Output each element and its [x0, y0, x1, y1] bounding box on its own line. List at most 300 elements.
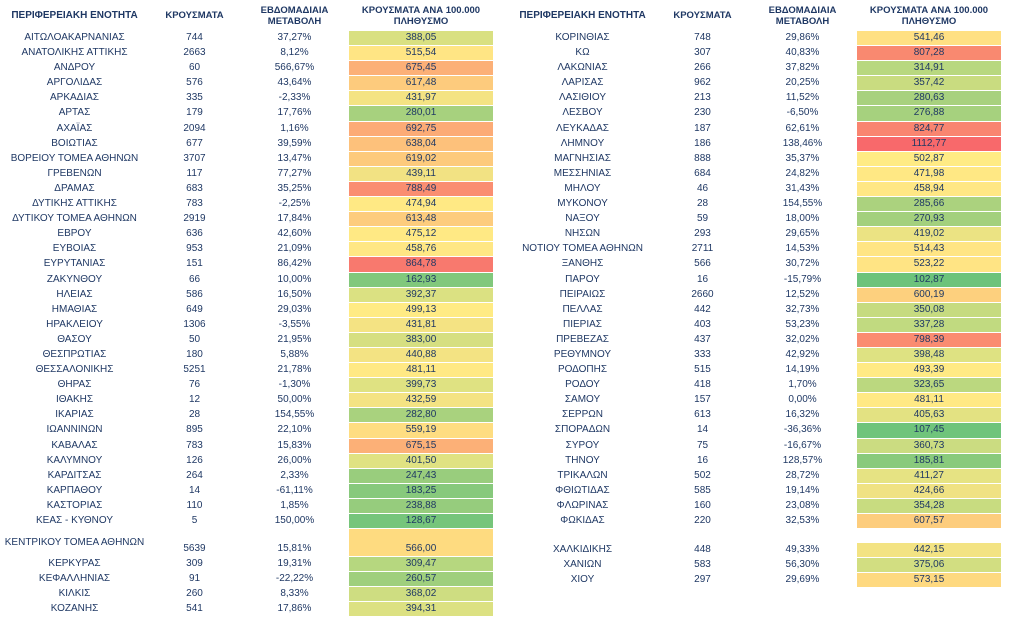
cell-cases: 2711	[657, 242, 749, 257]
cell-region-name: ΚΑΣΤΟΡΙΑΣ	[1, 498, 149, 513]
cell-weekly-change: 154,55%	[241, 408, 349, 423]
cell-weekly-change: 39,59%	[241, 136, 349, 151]
cell-weekly-change: 15,83%	[241, 438, 349, 453]
cell-weekly-change: -3,55%	[241, 317, 349, 332]
table-row	[509, 76, 1002, 91]
table-row	[509, 181, 1002, 196]
cell-region-name: ΘΕΣΣΑΛΟΝΙΚΗΣ	[1, 363, 149, 378]
cell-cases: 5	[149, 514, 241, 529]
cell-cases: 583	[657, 558, 749, 573]
cell-cases: 264	[149, 468, 241, 483]
cell-weekly-change: -22,22%	[241, 572, 349, 587]
cell-region-name: ΜΥΚΟΝΟΥ	[509, 197, 657, 212]
cell-region-name: ΚΑΛΥΜΝΟΥ	[1, 453, 149, 468]
cell-cases-per-100k: 337,28	[857, 317, 1002, 332]
cell-cases-per-100k: 502,87	[857, 151, 1002, 166]
cell-cases-per-100k: 162,93	[349, 272, 494, 287]
table-row	[509, 393, 1002, 408]
cell-weekly-change: 15,81%	[241, 529, 349, 557]
table-row	[1, 483, 494, 498]
cell-cases: 566	[657, 257, 749, 272]
cell-weekly-change: 29,03%	[241, 302, 349, 317]
cell-weekly-change: 42,92%	[749, 347, 857, 362]
cell-region-name: ΑΧΑΪΑΣ	[1, 121, 149, 136]
cell-weekly-change: 14,53%	[749, 242, 857, 257]
cell-region-name: ΠΑΡΟΥ	[509, 272, 657, 287]
table-row	[509, 378, 1002, 393]
cell-region-name: ΜΕΣΣΗΝΙΑΣ	[509, 166, 657, 181]
cell-cases-per-100k: 675,45	[349, 61, 494, 76]
cell-cases-per-100k: 398,48	[857, 347, 1002, 362]
cell-cases-per-100k: 675,15	[349, 438, 494, 453]
table-row	[1, 197, 494, 212]
cell-cases: 28	[657, 197, 749, 212]
cell-cases-per-100k: 619,02	[349, 151, 494, 166]
cell-cases-per-100k: 692,75	[349, 121, 494, 136]
cell-cases: 783	[149, 197, 241, 212]
cell-region-name: ΤΡΙΚΑΛΩΝ	[509, 468, 657, 483]
cell-cases-per-100k: 573,15	[857, 573, 1002, 588]
cell-region-name: ΜΑΓΝΗΣΙΑΣ	[509, 151, 657, 166]
table-row	[509, 106, 1002, 121]
cell-cases: 75	[657, 438, 749, 453]
cell-region-name: ΧΑΛΚΙΔΙΚΗΣ	[509, 543, 657, 558]
cell-cases: 187	[657, 121, 749, 136]
cell-cases: 333	[657, 347, 749, 362]
cell-cases-per-100k: 280,63	[857, 91, 1002, 106]
cell-weekly-change: 77,27%	[241, 166, 349, 181]
cell-region-name: ΑΡΚΑΔΙΑΣ	[1, 91, 149, 106]
cell-weekly-change: 16,50%	[241, 287, 349, 302]
cell-weekly-change: 30,72%	[749, 257, 857, 272]
cell-weekly-change: 17,76%	[241, 106, 349, 121]
cell-region-name: ΝΑΞΟΥ	[509, 212, 657, 227]
table-left	[0, 0, 494, 617]
cell-cases: 636	[149, 227, 241, 242]
cell-cases: 180	[149, 347, 241, 362]
cell-region-name: ΕΥΒΟΙΑΣ	[1, 242, 149, 257]
cell-cases-per-100k: 280,01	[349, 106, 494, 121]
cell-weekly-change: 23,08%	[749, 498, 857, 513]
table-row	[1, 317, 494, 332]
cell-cases-per-100k: 600,19	[857, 287, 1002, 302]
table-row	[1, 363, 494, 378]
table-row	[1, 587, 494, 602]
cell-cases-per-100k: 419,02	[857, 227, 1002, 242]
cell-weekly-change: 2,33%	[241, 468, 349, 483]
cell-cases-per-100k: 458,76	[349, 242, 494, 257]
cell-region-name: ΡΟΔΟΥ	[509, 378, 657, 393]
cell-cases: 5639	[149, 529, 241, 557]
cell-weekly-change: 86,42%	[241, 257, 349, 272]
cell-cases-per-100k: 350,08	[857, 302, 1002, 317]
cell-weekly-change: 32,53%	[749, 514, 857, 529]
cell-cases: 895	[149, 423, 241, 438]
cell-cases-per-100k: 515,54	[349, 46, 494, 61]
cell-cases-per-100k: 523,22	[857, 257, 1002, 272]
cell-region-name: ΣΑΜΟΥ	[509, 393, 657, 408]
cell-region-name: ΚΕΝΤΡΙΚΟΥ ΤΟΜΕΑ ΑΘΗΝΩΝ	[1, 529, 149, 557]
header-change-right: ΕΒΔΟΜΑΔΙΑΙΑ ΜΕΤΑΒΟΛΗ	[749, 1, 857, 31]
table-row	[509, 151, 1002, 166]
cell-cases: 186	[657, 136, 749, 151]
table-row	[509, 257, 1002, 272]
cell-cases-per-100k: 270,93	[857, 212, 1002, 227]
table-row	[509, 543, 1002, 558]
cell-weekly-change: 1,70%	[749, 378, 857, 393]
cell-cases-per-100k: 383,00	[349, 332, 494, 347]
cell-cases: 157	[657, 393, 749, 408]
header-row-right	[509, 1, 1002, 31]
cell-region-name: ΚΟΖΑΝΗΣ	[1, 602, 149, 617]
table-row	[1, 227, 494, 242]
cell-cases-per-100k: 357,42	[857, 76, 1002, 91]
cell-cases-per-100k: 309,47	[349, 557, 494, 572]
cell-region-name: ΛΕΥΚΑΔΑΣ	[509, 121, 657, 136]
table-right-head	[509, 1, 1002, 31]
cell-weekly-change: 35,37%	[749, 151, 857, 166]
table-row	[509, 31, 1002, 46]
cell-cases: 66	[149, 272, 241, 287]
cell-cases: 91	[149, 572, 241, 587]
table-row	[509, 483, 1002, 498]
cell-region-name: ΛΑΚΩΝΙΑΣ	[509, 61, 657, 76]
cell-cases: 213	[657, 91, 749, 106]
cell-weekly-change: 32,73%	[749, 302, 857, 317]
cell-cases-per-100k: 260,57	[349, 572, 494, 587]
cell-region-name: ΙΚΑΡΙΑΣ	[1, 408, 149, 423]
cell-cases-per-100k: 807,28	[857, 46, 1002, 61]
table-row	[1, 572, 494, 587]
cell-weekly-change: 17,86%	[241, 602, 349, 617]
cell-cases: 437	[657, 332, 749, 347]
cell-cases: 953	[149, 242, 241, 257]
cell-weekly-change: 29,69%	[749, 573, 857, 588]
table-row	[509, 166, 1002, 181]
cell-cases-per-100k: 481,11	[349, 363, 494, 378]
table-row	[1, 106, 494, 121]
cell-region-name: ΧΑΝΙΩΝ	[509, 558, 657, 573]
cell-cases-per-100k: 388,05	[349, 31, 494, 46]
table-row	[1, 91, 494, 106]
table-row	[509, 46, 1002, 61]
table-row	[509, 408, 1002, 423]
table-row	[509, 438, 1002, 453]
cell-cases-per-100k: 431,81	[349, 317, 494, 332]
cell-weekly-change: 128,57%	[749, 453, 857, 468]
cell-weekly-change: 37,27%	[241, 31, 349, 46]
cell-weekly-change: 26,00%	[241, 453, 349, 468]
cell-weekly-change: 10,00%	[241, 272, 349, 287]
header-change-left: ΕΒΔΟΜΑΔΙΑΙΑ ΜΕΤΑΒΟΛΗ	[241, 1, 349, 31]
header-per100k-left: ΚΡΟΥΣΜΑΤΑ ΑΝΑ 100.000 ΠΛΗΘΥΣΜΟ	[349, 1, 494, 31]
cell-region-name: ΘΕΣΠΡΩΤΙΑΣ	[1, 347, 149, 362]
cell-cases-per-100k: 354,28	[857, 498, 1002, 513]
table-row	[509, 423, 1002, 438]
table-row	[1, 136, 494, 151]
cell-region-name: ΗΛΕΙΑΣ	[1, 287, 149, 302]
cell-weekly-change: 8,12%	[241, 46, 349, 61]
cell-cases: 110	[149, 498, 241, 513]
table-row	[509, 61, 1002, 76]
cell-cases: 179	[149, 106, 241, 121]
cell-cases: 14	[657, 423, 749, 438]
cell-cases-per-100k	[857, 588, 1002, 602]
cell-weekly-change: 20,25%	[749, 76, 857, 91]
cell-cases: 151	[149, 257, 241, 272]
cell-cases: 962	[657, 76, 749, 91]
table-row	[1, 76, 494, 91]
cell-region-name: ΑΡΤΑΣ	[1, 106, 149, 121]
cell-region-name: ΕΥΡΥΤΑΝΙΑΣ	[1, 257, 149, 272]
cell-region-name: ΤΗΝΟΥ	[509, 453, 657, 468]
table-row	[1, 498, 494, 513]
cell-cases-per-100k: 439,11	[349, 166, 494, 181]
table-row	[509, 136, 1002, 151]
cell-region-name: ΔΥΤΙΚΟΥ ΤΟΜΕΑ ΑΘΗΝΩΝ	[1, 212, 149, 227]
cell-region-name: ΑΝΔΡΟΥ	[1, 61, 149, 76]
cell-weekly-change: 566,67%	[241, 61, 349, 76]
cell-cases: 297	[657, 573, 749, 588]
table-right	[508, 0, 1002, 603]
cell-region-name: ΙΘΑΚΗΣ	[1, 393, 149, 408]
cell-region-name: ΛΕΣΒΟΥ	[509, 106, 657, 121]
table-row	[1, 121, 494, 136]
table-row	[509, 317, 1002, 332]
cell-cases-per-100k: 314,91	[857, 61, 1002, 76]
table-row	[509, 468, 1002, 483]
table-right-body	[509, 31, 1002, 603]
table-row	[1, 31, 494, 46]
blank-row	[509, 588, 1002, 602]
table-row	[1, 242, 494, 257]
cell-cases-per-100k: 107,45	[857, 423, 1002, 438]
cell-weekly-change: 42,60%	[241, 227, 349, 242]
cell-region-name: ΚΑΡΠΑΘΟΥ	[1, 483, 149, 498]
table-row	[1, 46, 494, 61]
cell-weekly-change: 14,19%	[749, 363, 857, 378]
table-row	[509, 498, 1002, 513]
cell-cases: 46	[657, 181, 749, 196]
table-row	[1, 332, 494, 347]
cell-cases: 783	[149, 438, 241, 453]
cell-cases-per-100k: 638,04	[349, 136, 494, 151]
cell-weekly-change: 21,95%	[241, 332, 349, 347]
cell-cases-per-100k: 392,37	[349, 287, 494, 302]
cell-weekly-change: 11,52%	[749, 91, 857, 106]
cell-region-name: ΣΥΡΟΥ	[509, 438, 657, 453]
cell-region-name: ΔΥΤΙΚΗΣ ΑΤΤΙΚΗΣ	[1, 197, 149, 212]
cell-cases-per-100k: 238,88	[349, 498, 494, 513]
table-row	[1, 423, 494, 438]
table-row	[1, 61, 494, 76]
cell-weekly-change: 19,31%	[241, 557, 349, 572]
cell-region-name: ΕΒΡΟΥ	[1, 227, 149, 242]
cell-region-name: ΦΘΙΩΤΙΔΑΣ	[509, 483, 657, 498]
cell-region-name: ΛΑΣΙΘΙΟΥ	[509, 91, 657, 106]
cell-region-name: ΚΕΡΚΥΡΑΣ	[1, 557, 149, 572]
cell-cases: 309	[149, 557, 241, 572]
cell-cases-per-100k: 394,31	[349, 602, 494, 617]
cell-weekly-change: 35,25%	[241, 181, 349, 196]
table-row	[1, 272, 494, 287]
table-row	[509, 272, 1002, 287]
cell-weekly-change: 56,30%	[749, 558, 857, 573]
cell-weekly-change: 154,55%	[749, 197, 857, 212]
table-row	[1, 151, 494, 166]
cell-region-name: ΠΕΙΡΑΙΩΣ	[509, 287, 657, 302]
table-row	[1, 287, 494, 302]
cell-region-name: ΗΜΑΘΙΑΣ	[1, 302, 149, 317]
cell-region-name: ΚΑΒΑΛΑΣ	[1, 438, 149, 453]
table-row	[509, 287, 1002, 302]
cell-cases: 12	[149, 393, 241, 408]
cell-cases: 3707	[149, 151, 241, 166]
cell-cases: 293	[657, 227, 749, 242]
cell-weekly-change: 50,00%	[241, 393, 349, 408]
cell-cases-per-100k: 432,59	[349, 393, 494, 408]
cell-weekly-change: 28,72%	[749, 468, 857, 483]
cell-cases: 117	[149, 166, 241, 181]
cell-cases: 586	[149, 287, 241, 302]
cell-cases: 307	[657, 46, 749, 61]
cell-region-name: ΜΗΛΟΥ	[509, 181, 657, 196]
cell-cases: 684	[657, 166, 749, 181]
cell-weekly-change: 53,23%	[749, 317, 857, 332]
cell-cases: 613	[657, 408, 749, 423]
cell-weekly-change: 62,61%	[749, 121, 857, 136]
cell-region-name: ΒΟΡΕΙΟΥ ΤΟΜΕΑ ΑΘΗΝΩΝ	[1, 151, 149, 166]
cell-cases: 576	[149, 76, 241, 91]
cell-region-name: ΦΛΩΡΙΝΑΣ	[509, 498, 657, 513]
table-row	[1, 557, 494, 572]
cell-cases: 50	[149, 332, 241, 347]
cell-region-name	[509, 588, 657, 602]
table-row	[1, 378, 494, 393]
cell-region-name: ΚΙΛΚΙΣ	[1, 587, 149, 602]
cell-weekly-change: 19,14%	[749, 483, 857, 498]
cell-weekly-change: 21,78%	[241, 363, 349, 378]
cell-cases-per-100k: 541,46	[857, 31, 1002, 46]
cell-cases: 515	[657, 363, 749, 378]
cell-weekly-change: 49,33%	[749, 543, 857, 558]
table-row	[509, 242, 1002, 257]
cell-weekly-change: 5,88%	[241, 347, 349, 362]
cell-cases-per-100k: 788,49	[349, 181, 494, 196]
cell-cases-per-100k: 368,02	[349, 587, 494, 602]
cell-cases: 260	[149, 587, 241, 602]
cell-cases: 748	[657, 31, 749, 46]
cell-region-name: ΡΟΔΟΠΗΣ	[509, 363, 657, 378]
cell-cases-per-100k: 102,87	[857, 272, 1002, 287]
cell-region-name: ΚΩ	[509, 46, 657, 61]
cell-region-name: ΣΕΡΡΩΝ	[509, 408, 657, 423]
cell-weekly-change: 29,86%	[749, 31, 857, 46]
cell-cases: 442	[657, 302, 749, 317]
cell-cases: 1306	[149, 317, 241, 332]
cell-cases-per-100k: 1112,77	[857, 136, 1002, 151]
cell-cases-per-100k: 458,94	[857, 181, 1002, 196]
header-cases-left: ΚΡΟΥΣΜΑΤΑ	[149, 1, 241, 31]
cell-cases-per-100k: 247,43	[349, 468, 494, 483]
cell-weekly-change: 8,33%	[241, 587, 349, 602]
cell-cases-per-100k: 276,88	[857, 106, 1002, 121]
header-region-left: ΠΕΡΙΦΕΡΕΙΑΚΗ ΕΝΟΤΗΤΑ	[1, 1, 149, 31]
cell-weekly-change: 43,64%	[241, 76, 349, 91]
cell-cases-per-100k: 323,65	[857, 378, 1002, 393]
cell-region-name: ΠΕΛΛΑΣ	[509, 302, 657, 317]
cell-region-name: ΑΝΑΤΟΛΙΚΗΣ ΑΤΤΙΚΗΣ	[1, 46, 149, 61]
cell-cases-per-100k: 360,73	[857, 438, 1002, 453]
cell-region-name: ΠΡΕΒΕΖΑΣ	[509, 332, 657, 347]
cell-weekly-change: 37,82%	[749, 61, 857, 76]
table-row	[509, 453, 1002, 468]
cell-weekly-change: 150,00%	[241, 514, 349, 529]
cell-cases: 126	[149, 453, 241, 468]
cell-weekly-change: -6,50%	[749, 106, 857, 121]
table-row	[1, 453, 494, 468]
cell-weekly-change: 16,32%	[749, 408, 857, 423]
cell-cases: 16	[657, 272, 749, 287]
table-row	[1, 393, 494, 408]
table-left-head	[1, 1, 494, 31]
cell-weekly-change: 18,00%	[749, 212, 857, 227]
header-cases-right: ΚΡΟΥΣΜΑΤΑ	[657, 1, 749, 31]
cell-cases-per-100k: 375,06	[857, 558, 1002, 573]
cell-cases-per-100k: 481,11	[857, 393, 1002, 408]
cell-cases-per-100k: 128,67	[349, 514, 494, 529]
table-row	[1, 408, 494, 423]
cell-region-name: ΧΙΟΥ	[509, 573, 657, 588]
cell-cases: 335	[149, 91, 241, 106]
cell-region-name: ΝΟΤΙΟΥ ΤΟΜΕΑ ΑΘΗΝΩΝ	[509, 242, 657, 257]
cell-region-name: ΡΕΘΥΜΝΟΥ	[509, 347, 657, 362]
cell-cases-per-100k: 864,78	[349, 257, 494, 272]
cell-weekly-change: 13,47%	[241, 151, 349, 166]
cell-region-name: ΙΩΑΝΝΙΝΩΝ	[1, 423, 149, 438]
cell-cases: 677	[149, 136, 241, 151]
cell-cases-per-100k: 442,15	[857, 543, 1002, 558]
cell-region-name: ΚΟΡΙΝΘΙΑΣ	[509, 31, 657, 46]
table-row	[1, 529, 494, 557]
cell-weekly-change: 21,09%	[241, 242, 349, 257]
cell-region-name: ΖΑΚΥΝΘΟΥ	[1, 272, 149, 287]
table-row	[509, 332, 1002, 347]
table-row	[509, 514, 1002, 529]
cell-cases: 266	[657, 61, 749, 76]
cell-region-name: ΚΕΦΑΛΛΗΝΙΑΣ	[1, 572, 149, 587]
cell-cases-per-100k: 566,00	[349, 529, 494, 557]
cell-cases-per-100k: 183,25	[349, 483, 494, 498]
cell-cases-per-100k: 471,98	[857, 166, 1002, 181]
cell-cases-per-100k: 282,80	[349, 408, 494, 423]
cell-cases-per-100k: 499,13	[349, 302, 494, 317]
table-row	[509, 121, 1002, 136]
cell-cases	[657, 588, 749, 602]
cell-cases: 5251	[149, 363, 241, 378]
cell-cases: 160	[657, 498, 749, 513]
cell-region-name: ΔΡΑΜΑΣ	[1, 181, 149, 196]
cell-cases-per-100k: 514,43	[857, 242, 1002, 257]
cell-weekly-change: 138,46%	[749, 136, 857, 151]
cell-region-name: ΚΑΡΔΙΤΣΑΣ	[1, 468, 149, 483]
cell-cases: 230	[657, 106, 749, 121]
cell-cases: 418	[657, 378, 749, 393]
cell-weekly-change: -2,33%	[241, 91, 349, 106]
cell-weekly-change: 0,00%	[749, 393, 857, 408]
cell-cases: 220	[657, 514, 749, 529]
cell-region-name: ΛΑΡΙΣΑΣ	[509, 76, 657, 91]
